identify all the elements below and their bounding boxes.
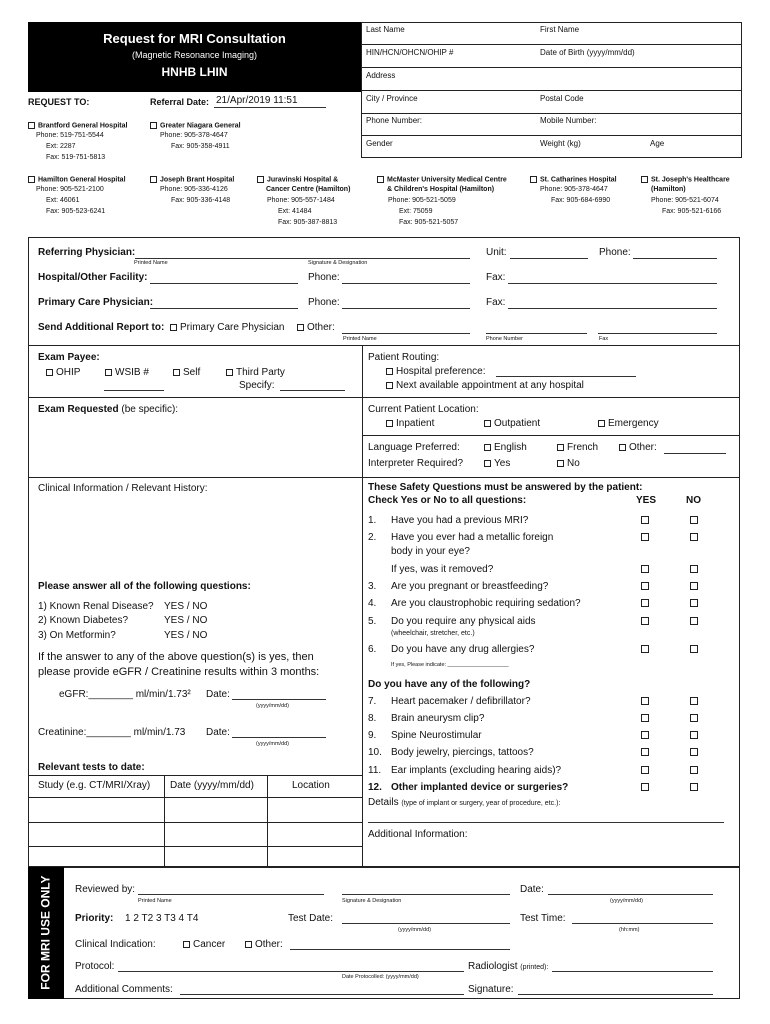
safety-q-num: 6. [368, 644, 377, 655]
hospital-detail: Ext: 46061 [46, 197, 80, 204]
safety-q3-no[interactable] [690, 582, 698, 590]
q-diabetes: 2) Known Diabetes? [38, 615, 129, 626]
fax-label: Fax: [486, 272, 506, 283]
egfr-note: If the answer to any of the above question(s) is yes, then [38, 651, 314, 663]
safety-q6-no[interactable] [690, 645, 698, 653]
signature-label: Signature: [468, 984, 514, 995]
q-metformin: 3) On Metformin? [38, 630, 116, 641]
relevant-tests-label: Relevant tests to date: [38, 762, 145, 773]
unit-label: Unit: [486, 247, 507, 258]
mri-use-label: FOR MRI USE ONLY [38, 875, 53, 990]
safety-q8-yes[interactable] [641, 714, 649, 722]
send-pcp-checkbox[interactable]: Primary Care Physician [170, 322, 284, 333]
safety-q10: Body jewelry, piercings, tattoos? [391, 747, 534, 758]
safety-q-num: 7. [368, 696, 377, 707]
safety-q-num: 11. [368, 765, 382, 776]
safety-q1-no[interactable] [690, 516, 698, 524]
primary-care-label: Primary Care Physician: [38, 297, 154, 308]
checkbox[interactable] [150, 176, 157, 183]
safety-q7: Heart pacemaker / defibrillator? [391, 696, 531, 707]
age-field[interactable]: Age [650, 139, 665, 148]
safety-q6: Do you have any drug allergies? [391, 644, 535, 655]
creatinine-field[interactable]: Creatinine:________ ml/min/1.73 [38, 727, 186, 738]
language-english[interactable]: English [484, 442, 527, 453]
checkbox[interactable] [28, 176, 35, 183]
date-protocolled-hint: Date Protocolled: (yyyy/mm/dd) [342, 974, 419, 980]
referral-date-label: Referral Date: [150, 97, 210, 107]
hospital-name-cont: & Children's Hospital (Hamilton) [387, 186, 495, 193]
hospital-greater-niagara[interactable]: Greater Niagara General [150, 122, 241, 130]
time-hint: (hh:mm) [619, 927, 640, 933]
safety-q2b: If yes, was it removed? [391, 564, 494, 575]
printed-name-hint: Printed Name [343, 336, 377, 342]
safety-q11-yes[interactable] [641, 766, 649, 774]
safety-q1-yes[interactable] [641, 516, 649, 524]
safety-q11: Ear implants (excluding hearing aids)? [391, 765, 562, 776]
interpreter-no[interactable]: No [557, 458, 580, 469]
safety-q2: Have you ever had a metallic foreign [391, 532, 554, 543]
hospital-detail: Ext: 2287 [46, 143, 76, 150]
q-metformin-yesno[interactable]: YES / NO [164, 630, 208, 641]
hospital-detail: Fax: 905-521-6166 [662, 208, 722, 215]
hospital-facility-label: Hospital/Other Facility: [38, 272, 148, 283]
safety-q6-hint: If yes, Please indicate: ____________________ [391, 662, 509, 668]
safety-q11-no[interactable] [690, 766, 698, 774]
egfr-note: please provide eGFR / Creatinine results within 3 months: [38, 666, 320, 678]
location-emergency[interactable]: Emergency [598, 418, 659, 429]
request-to-label: REQUEST TO: [28, 97, 90, 107]
specify-label: Specify: [239, 380, 275, 391]
additional-info-label: Additional Information: [368, 829, 468, 840]
hospital-detail: Fax: 905-387-8813 [278, 219, 338, 226]
signature-hint: Signature & Designation [342, 898, 402, 904]
safety-yes-header: YES [636, 495, 657, 506]
signature-hint: Signature & Designation [308, 260, 368, 266]
weight-field[interactable]: Weight (kg) [540, 139, 581, 148]
hospital-juravinski[interactable]: Juravinski Hospital & [257, 176, 338, 184]
following-label: Do you have any of the following? [368, 679, 531, 690]
exam-requested-label: Exam Requested (be specific): [38, 404, 179, 415]
hospital-st-catharines[interactable]: St. Catharines Hospital [530, 176, 617, 184]
date-label: Date: [206, 727, 230, 738]
date-label: Date: [520, 884, 544, 895]
egfr-field[interactable]: eGFR:________ ml/min/1.73² [59, 689, 191, 700]
hospital-detail: Phone: 905-521-6074 [651, 197, 719, 204]
date-hint: (yyyy/mm/dd) [398, 927, 431, 933]
checkbox[interactable] [641, 176, 648, 183]
date-hint: (yyyy/mm/dd) [610, 898, 643, 904]
address-field[interactable]: Address [366, 71, 396, 80]
language-label: Language Preferred: [368, 442, 460, 453]
safety-no-header: NO [686, 495, 701, 506]
language-french[interactable]: French [557, 442, 598, 453]
radiologist-label: Radiologist (printed): [468, 961, 549, 972]
location-inpatient[interactable]: Inpatient [386, 418, 434, 429]
hospital-name-cont: (Hamilton) [651, 186, 686, 193]
lhin-label: HNHB LHIN [161, 65, 228, 79]
safety-q9: Spine Neurostimular [391, 730, 482, 741]
hospital-detail: Phone: 905-521-5059 [388, 197, 456, 204]
answer-all-label: Please answer all of the following questions: [38, 581, 251, 592]
safety-q2b-yes[interactable] [641, 565, 649, 573]
phone-label: Phone: [308, 297, 340, 308]
fax-hint: Fax [599, 336, 609, 342]
routing-next-available[interactable]: Next available appointment at any hospital [386, 380, 584, 391]
hospital-detail: Phone: 905-521-2100 [36, 186, 104, 193]
hospital-detail: Phone: 519-751-5544 [36, 132, 104, 139]
tests-col-location: Location [292, 780, 330, 791]
send-report-label: Send Additional Report to: [38, 322, 165, 333]
phone-label: Phone: [308, 272, 340, 283]
patient-routing-label: Patient Routing: [368, 352, 440, 363]
checkbox[interactable] [530, 176, 537, 183]
safety-q7-yes[interactable] [641, 697, 649, 705]
payee-wsib[interactable]: WSIB # [105, 367, 149, 378]
safety-q1: Have you had a previous MRI? [391, 515, 529, 526]
q-diabetes-yesno[interactable]: YES / NO [164, 615, 208, 626]
safety-q4-no[interactable] [690, 599, 698, 607]
safety-q-num: 4. [368, 598, 377, 609]
safety-q2b-no[interactable] [690, 565, 698, 573]
hospital-detail: Fax: 905-684-6990 [551, 197, 611, 204]
exam-payee-label: Exam Payee: [38, 352, 100, 363]
safety-q2-no[interactable] [690, 533, 698, 541]
date-label: Date: [206, 689, 230, 700]
routing-hospital-pref[interactable]: Hospital preference: [386, 366, 486, 377]
tests-col-study: Study (e.g. CT/MRI/Xray) [38, 780, 151, 791]
tests-col-date: Date (yyyy/mm/dd) [170, 780, 254, 791]
safety-q10-no[interactable] [690, 748, 698, 756]
hospital-st-josephs[interactable]: St. Joseph's Healthcare [641, 176, 730, 184]
safety-q5-no[interactable] [690, 617, 698, 625]
form-title: Request for MRI Consultation [103, 31, 286, 46]
phone-label: Phone: [599, 247, 631, 258]
priority-label: Priority: [75, 913, 114, 924]
safety-q12: Other implanted device or surgeries? [391, 782, 569, 793]
indication-other[interactable]: Other: [245, 939, 283, 950]
gender-field[interactable]: Gender [366, 139, 393, 148]
hospital-hamilton-general[interactable]: Hamilton General Hospital [28, 176, 126, 184]
send-other-checkbox[interactable]: Other: [297, 322, 335, 333]
location-outpatient[interactable]: Outpatient [484, 418, 540, 429]
safety-q5: Do you require any physical aids [391, 616, 536, 627]
safety-subtitle: Check Yes or No to all questions: [368, 495, 527, 506]
safety-q8: Brain aneurysm clip? [391, 713, 485, 724]
test-time-label: Test Time: [520, 913, 566, 924]
checkbox[interactable] [257, 176, 264, 183]
payee-ohip[interactable]: OHIP [46, 367, 80, 378]
last-name-field[interactable]: Last Name [366, 25, 405, 34]
protocol-label: Protocol: [75, 961, 115, 972]
reviewed-by-label: Reviewed by: [75, 884, 136, 895]
checkbox[interactable] [377, 176, 384, 183]
first-name-field[interactable]: First Name [540, 25, 580, 34]
hospital-detail: Fax: 905-521-5057 [399, 219, 459, 226]
additional-comments-label: Additional Comments: [75, 984, 173, 995]
safety-q6-yes[interactable] [641, 645, 649, 653]
hospital-detail: Phone: 905-557-1484 [267, 197, 335, 204]
checkbox[interactable] [150, 122, 157, 129]
fax-label: Fax: [486, 297, 506, 308]
safety-q-num: 2. [368, 532, 377, 543]
safety-q4-yes[interactable] [641, 599, 649, 607]
safety-q4: Are you claustrophobic requiring sedation? [391, 598, 581, 609]
hospital-joseph-brant[interactable]: Joseph Brant Hospital [150, 176, 234, 184]
current-location-label: Current Patient Location: [368, 404, 479, 415]
safety-q2-cont: body in your eye? [391, 546, 470, 557]
form-subtitle: (Magnetic Resonance Imaging) [131, 50, 258, 60]
hospital-detail: Fax: 519-751-5813 [46, 154, 106, 161]
postal-field[interactable]: Postal Code [540, 94, 584, 103]
date-hint: (yyyy/mm/dd) [256, 741, 289, 747]
safety-q-num: 5. [368, 616, 377, 627]
safety-q3: Are you pregnant or breastfeeding? [391, 581, 549, 592]
city-field[interactable]: City / Province [366, 94, 418, 103]
payee-self[interactable]: Self [173, 367, 200, 378]
safety-q7-no[interactable] [690, 697, 698, 705]
safety-q-num: 10. [368, 747, 382, 758]
safety-q3-yes[interactable] [641, 582, 649, 590]
q-renal: 1) Known Renal Disease? [38, 601, 154, 612]
safety-q5-yes[interactable] [641, 617, 649, 625]
hospital-detail: Fax: 905-336-4148 [171, 197, 231, 204]
hospital-detail: Phone: 905-336-4126 [160, 186, 228, 193]
safety-q-num: 12. [368, 782, 382, 793]
phone-field[interactable]: Phone Number: [366, 116, 423, 125]
hospital-detail: Fax: 905-358-4911 [171, 143, 230, 150]
hospital-name-cont: Cancer Centre (Hamilton) [266, 186, 351, 193]
printed-name-hint: Printed Name [138, 898, 172, 904]
hospital-detail: Fax: 905-523-6241 [46, 208, 106, 215]
q-renal-yesno[interactable]: YES / NO [164, 601, 208, 612]
referring-physician-label: Referring Physician: [38, 247, 136, 258]
indication-cancer[interactable]: Cancer [183, 939, 225, 950]
payee-third-party[interactable]: Third Party [226, 367, 285, 378]
dob-field[interactable]: Date of Birth (yyyy/mm/dd) [540, 48, 635, 57]
safety-q-num: 9. [368, 730, 377, 741]
language-other[interactable]: Other: [619, 442, 657, 453]
printed-name-hint: Printed Name [134, 260, 168, 266]
hin-field[interactable]: HIN/HCN/OHCN/OHIP # [366, 48, 454, 57]
hospital-detail: Phone: 905-378-4647 [160, 132, 228, 139]
hospital-detail: Ext: 75059 [399, 208, 433, 215]
clinical-info-label: Clinical Information / Relevant History: [38, 483, 208, 494]
hospital-brantford[interactable]: Brantford General Hospital [28, 122, 127, 130]
safety-q8-no[interactable] [690, 714, 698, 722]
test-date-label: Test Date: [288, 913, 334, 924]
safety-q5-hint: (wheelchair, stretcher, etc.) [391, 630, 475, 637]
safety-q2-yes[interactable] [641, 533, 649, 541]
safety-q10-yes[interactable] [641, 748, 649, 756]
safety-q9-yes[interactable] [641, 731, 649, 739]
safety-q-num: 3. [368, 581, 377, 592]
mobile-field[interactable]: Mobile Number: [540, 116, 597, 125]
safety-q-num: 1. [368, 515, 377, 526]
date-hint: (yyyy/mm/dd) [256, 703, 289, 709]
phone-number-hint: Phone Number [486, 336, 523, 342]
safety-q-num: 8. [368, 713, 377, 724]
clinical-indication-label: Clinical Indication: [75, 939, 156, 950]
details-label: Details (type of implant or surgery, year of procedure, etc.): [368, 797, 561, 808]
referral-date-value[interactable]: 21/Apr/2019 11:51 [216, 95, 298, 106]
interpreter-yes[interactable]: Yes [484, 458, 510, 469]
safety-q12-yes[interactable] [641, 783, 649, 791]
checkbox[interactable] [28, 122, 35, 129]
hospital-mcmaster[interactable]: McMaster University Medical Centre [377, 176, 507, 184]
hospital-detail: Ext: 41484 [278, 208, 312, 215]
safety-title: These Safety Questions must be answered by the patient: [368, 482, 643, 493]
safety-q12-no[interactable] [690, 783, 698, 791]
priority-options[interactable]: 1 2 T2 3 T3 4 T4 [125, 913, 199, 924]
hospital-detail: Phone: 905-378-4647 [540, 186, 608, 193]
safety-q9-no[interactable] [690, 731, 698, 739]
interpreter-label: Interpreter Required? [368, 458, 464, 469]
